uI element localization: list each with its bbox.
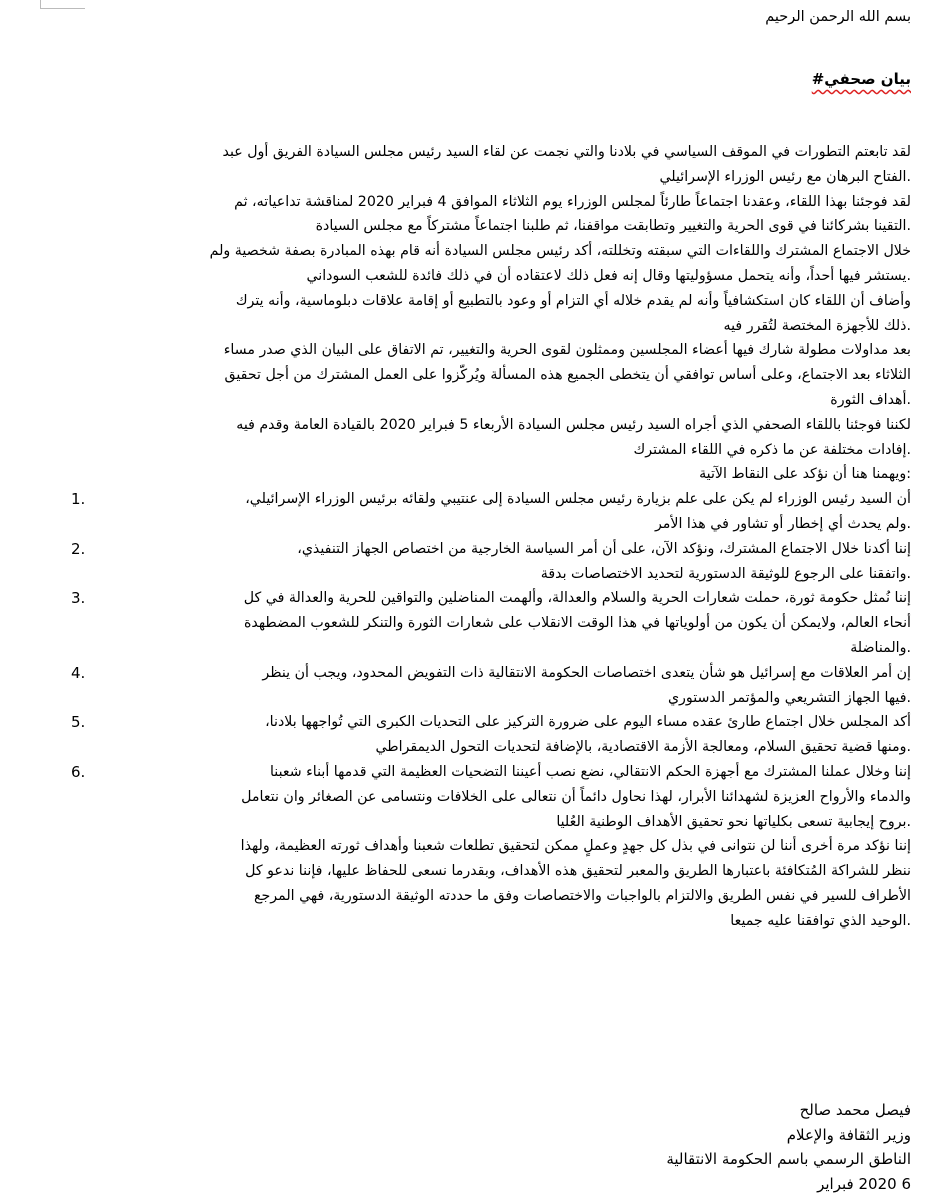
item-line: أن السيد رئيس الوزراء لم يكن على علم بزيارة رئيس مجلس السيادة إلى عنتيبي ولقائه برئيس الوزراء الإسرائيلي،	[245, 491, 911, 508]
page-corner-mark	[40, 0, 85, 9]
item-number: 3.	[71, 589, 86, 608]
list-item	[71, 537, 911, 587]
item-line: .والمناضلة	[850, 639, 911, 656]
body-line: لقد تابعتم التطورات في الموقف السياسي في بلادنا والتي نجمت عن لقاء السيد رئيس مجلس السيادة الفريق أول عبد	[222, 144, 911, 160]
body-line: خلال الاجتماع المشترك واللقاءات التي سبقته وتخللته، أكد رئيس مجلس السيادة أنه قام بهذه المبادرة بصفة شخصية ولم	[209, 243, 911, 260]
item-line: .ومنها قضية تحقيق السلام، ومعالجة الأزمة الاقتصادية، بالإضافة لتحديات التحول الديمقراطي	[375, 739, 911, 756]
body-line: .إفادات مختلفة عن ما ذكره في اللقاء المشترك	[633, 441, 911, 458]
body-line: .التقينا بشركائنا في قوى الحرية والتغيير وتطابقت مواقفنا، ثم طلبنا اجتماعاً مشتركاً مع مجلس السيادة	[315, 218, 911, 235]
body-line: .أهداف الثورة	[830, 391, 911, 408]
body-line: .يستشر فيها أحداً، وأنه يتحمل مسؤوليتها وقال إنه فعل ذلك لاعتقاده أن في ذلك فائدة للشعب السوداني	[306, 267, 911, 284]
item-number: 1.	[71, 490, 86, 509]
item-line: والدماء والأرواح العزيزة لشهدائنا الأبرار، لهذا نحاول دائماً أن نتعالى على الخلافات ونتسامى عن الصغائر وان نتعامل	[241, 788, 911, 805]
item-number: 4.	[71, 663, 86, 682]
item-line: أنحاء العالم، ولايمكن أن يكون من أولوياتها في هذا الوقت الانقلاب على شعارات الثورة والتنكر للشعوب المضطهدة	[243, 615, 911, 632]
closing-line: إننا نؤكد مرة أخرى أننا لن نتوانى في بذل كل جهدٍ وعملٍ ممكن لتحقيق تطلعات شعبنا وأهداف ثورته العظيمة، ولهذا	[240, 838, 911, 855]
list-item	[71, 487, 911, 537]
body-line: لكننا فوجئنا باللقاء الصحفي الذي أجراه السيد رئيس مجلس السيادة الأربعاء 5 فبراير 2020 بالقيادة العامة وقدم فيه	[236, 416, 911, 433]
item-line: .بروح إيجابية تسعى بكلياتها نحو تحقيق الأهداف الوطنية العُليا	[556, 813, 911, 830]
signature-date: 6 2020 فبراير	[817, 1174, 911, 1193]
closing-line: .الوحيد الذي توافقنا عليه جميعا	[730, 912, 911, 929]
signature-block	[666, 1098, 911, 1196]
body-line: .ذلك للأجهزة المختصة لتُقرر فيه	[723, 317, 911, 334]
body-line: بعد مداولات مطولة شارك فيها أعضاء المجلسين وممثلون لقوى الحرية والتغيير، تم الاتفاق على البيان الذي صدر مساء	[223, 342, 911, 359]
list-item	[71, 760, 911, 834]
item-line: أكد المجلس خلال اجتماع طارئ عقده مساء اليوم على ضرورة التركيز على التحديات الكبرى التي تُواجهها بلادنا،	[265, 714, 911, 731]
item-line: .ولم يحدث أي إخطار أو تشاور في هذا الأمر	[654, 515, 911, 532]
document-heading: بيان صحفي#	[811, 70, 911, 88]
body-line: وأضاف أن اللقاء كان استكشافياً وأنه لم يقدم خلاله أي التزام أو وعود بالتطبيع أو إقامة علاقات دبلوماسية، وأنه يترك	[235, 292, 911, 309]
item-line: .واتفقنا على الرجوع للوثيقة الدستورية لتحديد الاختصاصات بدقة	[540, 565, 911, 582]
signatory-name: فيصل محمد صالح	[799, 1101, 911, 1119]
item-line: .فيها الجهاز التشريعي والمؤتمر الدستوري	[667, 689, 911, 706]
item-line: إن أمر العلاقات مع إسرائيل هو شأن يتعدى اختصاصات الحكومة الانتقالية ذات التفويض المحدود، ويجب أن ينظر	[262, 664, 911, 681]
body-line: :ويهمنا هنا أن نؤكد على النقاط الآتية	[699, 466, 911, 483]
body-line: .الفتاح البرهان مع رئيس الوزراء الإسرائيلي	[659, 168, 911, 185]
item-number: 2.	[71, 539, 86, 558]
item-line: إننا وخلال عملنا المشترك مع أجهزة الحكم الانتقالي، نضع نصب أعيننا التضحيات العظيمة التي قدمها أبناء شعبنا	[269, 763, 911, 780]
closing-line: الأطراف للسير في نفس الطريق والالتزام بالواجبات والاختصاصات وفق ما حددته الوثيقة الدستورية، فهي المرجع	[253, 887, 911, 904]
item-line: إننا أكدنا خلال الاجتماع المشترك، ونؤكد الآن، على أن أمر السياسة الخارجية من اختصاص الجهاز التنفيذي،	[297, 540, 911, 557]
item-number: 5.	[71, 713, 86, 732]
closing-line: ننظر للشراكة المُتكافئة باعتبارها الطريق والمعبر لتحقيق هذه الأهداف، وبقدرما نسعى للحفاظ عليها، فإننا ندعو كل	[245, 863, 911, 880]
list-item	[71, 661, 911, 711]
list-item	[71, 586, 911, 660]
list-item	[71, 710, 911, 760]
body-line: لقد فوجئنا بهذا اللقاء، وعقدنا اجتماعاً طارئاً لمجلس الوزراء يوم الثلاثاء الموافق 4 فبراير 2020 لمناقشة تداعياته، ثم	[234, 193, 911, 210]
signatory-title: وزير الثقافة والإعلام	[786, 1125, 911, 1144]
statement-body	[71, 140, 911, 934]
body-line: الثلاثاء بعد الاجتماع، وعلى أساس توافقي أن يتخطى الجميع هذه المسألة ويُركّزوا على العمل المشترك من أجل تحقيق	[224, 367, 911, 384]
item-line: إننا نُمثل حكومة ثورة، حملت شعارات الحرية والسلام والعدالة، وألهمت المناضلين والتواقين للحرية والعدالة في كل	[243, 590, 911, 607]
item-number: 6.	[71, 762, 86, 781]
bismillah: بسم الله الرحمن الرحيم	[765, 9, 911, 25]
signatory-role: الناطق الرسمي باسم الحكومة الانتقالية	[666, 1150, 911, 1168]
